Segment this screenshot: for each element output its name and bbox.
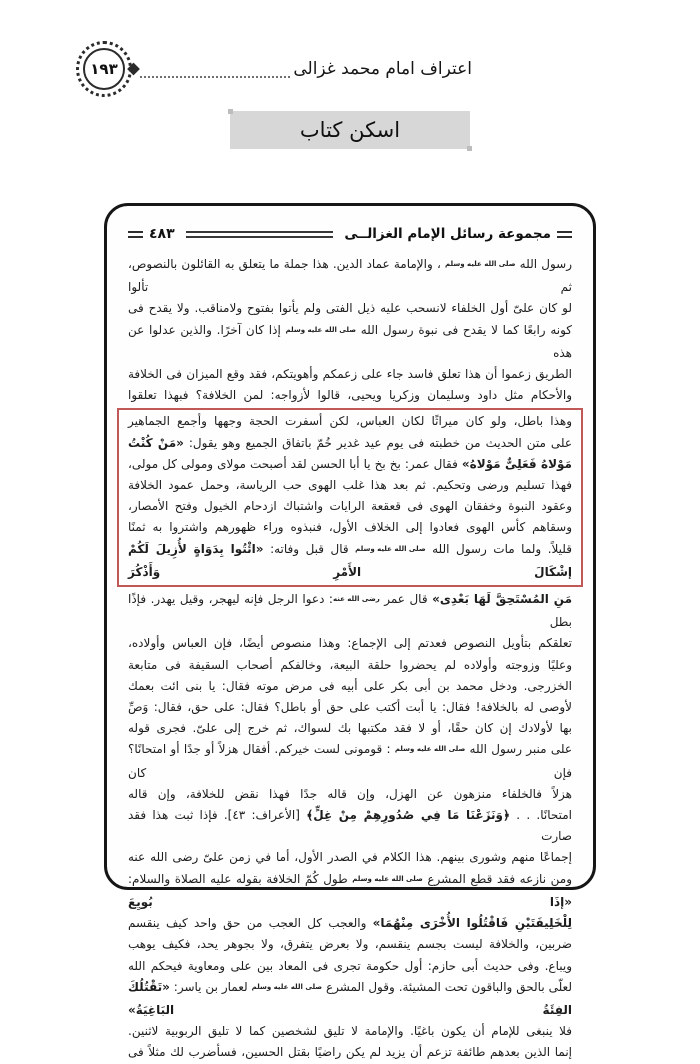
page-header bbox=[76, 40, 472, 98]
body-text: ومن نازعه فقد قطع المشرع bbox=[422, 871, 572, 886]
body-text: امتحانًا. . . bbox=[510, 808, 572, 823]
banner-rule bbox=[186, 231, 334, 238]
body-line bbox=[128, 1042, 572, 1063]
body-text: لعلّى بالحق والباقون تحت المشيئة. وقول المشرع bbox=[322, 979, 573, 994]
body-line bbox=[128, 934, 572, 955]
body-text: ضربين، والخلافة ليست بجسم ينقسم، ولا بعرض يتفرق، ولا بجوهر يحد، فكيف يوهب bbox=[128, 937, 572, 952]
body-text: تعلقكم بتأويل النصوص فعدتم إلى الإجماع: وهذا منصوص أيضًا، فإن العباس وأولاده، bbox=[128, 636, 572, 651]
body-line bbox=[128, 805, 572, 847]
highlight-box bbox=[117, 408, 583, 587]
body-line bbox=[128, 589, 572, 633]
scan-page-number: ٤٨٣ bbox=[149, 226, 175, 242]
quote-text: ﴿وَنَزَعْنَا مَا فِي صُدُورِهِمْ مِنْ غِلٍّ﴾ bbox=[306, 808, 511, 823]
quote-text: مَنِ المُسْتَحِقَّ لَهَا بَعْدِى» bbox=[432, 592, 572, 607]
body-line bbox=[128, 655, 572, 676]
medallion-inner-ring bbox=[83, 48, 125, 90]
body-line bbox=[128, 298, 572, 319]
body-text: وسقاهم كأس الهوى فعادوا إلى الخلاف الأول، فنبذوه وراء ظهورهم واشتروا به ثمنًا bbox=[128, 520, 572, 535]
scan-header-banner bbox=[128, 223, 572, 245]
honorific-mark: رضى الله عنه bbox=[332, 595, 380, 604]
page-root bbox=[0, 40, 700, 1060]
body-line bbox=[128, 539, 572, 583]
body-line bbox=[128, 913, 572, 934]
body-line bbox=[128, 385, 572, 406]
body-text: طول كُمّ الخلافة بقوله عليه الصلاة والسلام: bbox=[128, 871, 353, 886]
book-title: مجموعة رسائل الإمام الغزالــى bbox=[344, 226, 551, 242]
body-line bbox=[128, 697, 572, 718]
quote-text: لِلْخَلِيفَتَيْنِ فَاقْتُلُوا الأُخْرَى مِنْهُمَا» bbox=[372, 916, 572, 931]
body-text: والعجب كل العجب من حق واحد كيف ينقسم bbox=[128, 916, 373, 931]
double-bar-icon bbox=[128, 231, 143, 238]
body-line bbox=[128, 784, 572, 805]
body-text: الطريق زعموا أن هذا تعلق فاسد جاء على زعمكم وأهويتكم، فقد وقع الميزان فى الخلافة bbox=[128, 367, 572, 382]
body-text: بها لأولادك إن كان حقًا، أو لا فقد مكتبها بك لسواك، ثم خرج إلى علىّ. فجرى قوله bbox=[128, 721, 572, 736]
body-text: والأحكام مثل داود وسليمان وزكريا ويحيى، قالوا لأزواجه: لمن الخلافة؟ فبهذا تعلقوا bbox=[128, 388, 572, 403]
medallion-diamond-icon bbox=[127, 63, 140, 76]
honorific-mark: صلى الله عليه وسلم bbox=[355, 544, 426, 553]
body-line bbox=[128, 1021, 572, 1042]
double-bar-icon bbox=[557, 231, 572, 238]
body-text: قال قبل وفاته: bbox=[263, 541, 356, 556]
body-line bbox=[128, 718, 572, 739]
honorific-mark: صلى الله عليه وسلم bbox=[394, 745, 466, 754]
body-text: الخزرجى. ودخل محمد بن أبى بكر على أبيه فى مرض موته فقال: يا بنى ائت بعمك bbox=[128, 678, 572, 693]
body-line bbox=[128, 433, 572, 454]
body-text: قليلاً. ولما مات رسول الله bbox=[425, 541, 573, 556]
body-text: وعليًا وزوجته وأولاده لم يحضروا حلقة البيعة، وخالفكم أصحاب السقيفة فى متابعة bbox=[128, 657, 572, 672]
body-line bbox=[128, 633, 572, 654]
body-text: وهذا باطل، ولو كان ميراثًا لكان العباس، لكن أسفرت الحجة وجهها وأجمع الجماهير bbox=[128, 414, 572, 429]
body-line bbox=[128, 869, 572, 913]
body-text: إجماعًا منهم وشورى بينهم. هذا الكلام في الصدر الأول، أما في زمن علىّ رضى الله عنه bbox=[128, 850, 572, 865]
body-text: لو كان علىّ أول الخلفاء لانسحب عليه ذيل الفتى ولم يأتوا بفتوح ولامناقب. ولا يقدح فى bbox=[128, 301, 572, 316]
quote-text: مَوْلاهُ فَعَلِىٌّ مَوْلاهُ» bbox=[461, 456, 572, 471]
body-text: على منبر رسول الله bbox=[465, 742, 572, 757]
body-text: هزلاً فالخلفاء منزهون عن الهزل، وإن قاله جدًا فهذا نقض للخلافة، وإن قاله bbox=[128, 786, 572, 801]
body-line bbox=[128, 496, 572, 517]
quote-text: «تَقْتُلُكَ الفِئَةُ البَاغِيَةُ» bbox=[128, 979, 572, 1017]
scan-caption-label: اسكن كتاب bbox=[299, 118, 401, 142]
body-text: فهذا تسليم ورضى وتحكيم. ثم بعد هذا غلب الهوى حب الرياسة، وحمل عمود الخلافة bbox=[128, 478, 572, 493]
body-line bbox=[128, 254, 572, 298]
body-text: وعقود النبوة وخفقان الهوى فى قعقعة الرايات واشتباك ازدحام الخيول وفتح الأمصار، bbox=[128, 499, 572, 514]
body-text: ، والإمامة عماد الدين. هذا جملة ما يتعلق به القائلون بالنصوص، ثم تألوا bbox=[128, 257, 572, 295]
page-number-medallion bbox=[76, 41, 132, 97]
body-line bbox=[128, 364, 572, 385]
quote-text: «مَنْ كُنْتُ bbox=[128, 435, 184, 450]
body-text: على متن الحديث من خطبته فى يوم عيد غدير خُمّ باتفاق الجميع وهو يقول: bbox=[183, 435, 572, 450]
body-text: كونه رابعًا كما لا يقدح فى نبوة رسول الله bbox=[356, 322, 573, 337]
body-text: فلا ينبغى للإمام أن يكون باغيًا. والإمامة لا تليق لشخصين كما لا تليق الربوبية لاثنين. bbox=[128, 1024, 572, 1039]
body-text: ويباع. وفى حديث أبى حازم: أول حكومة تجرى فى المعاد بين على ومعاوية فيحكم الله bbox=[128, 958, 572, 973]
body-line bbox=[128, 847, 572, 868]
page-number-badge: ١٩٣ bbox=[90, 60, 118, 78]
body-line bbox=[128, 977, 572, 1021]
body-text: إذا كان آخرًا. والذين عدلوا عن هذه bbox=[128, 322, 572, 360]
honorific-mark: صلى الله عليه وسلم bbox=[251, 982, 323, 991]
body-text: رسول الله bbox=[515, 257, 572, 271]
body-text: [الأعراف: ٤٣]. فإذا ثبت هذا فقد صارت bbox=[128, 808, 572, 844]
body-line bbox=[128, 517, 572, 538]
honorific-mark: صلى الله عليه وسلم bbox=[285, 325, 356, 334]
body-line bbox=[128, 739, 572, 783]
chapter-title: اعتراف امام محمد غزالی bbox=[293, 59, 472, 79]
body-text: : قومونى لست خيركم. أفقال هزلاً أو جدًا أو امتحانًا؟ فإن كان bbox=[128, 742, 572, 780]
body-line bbox=[128, 956, 572, 977]
scanned-book-page bbox=[104, 203, 596, 1060]
scan-body bbox=[128, 254, 572, 1064]
body-line bbox=[128, 454, 572, 475]
body-line bbox=[128, 320, 572, 364]
body-text: لعمار بن ياسر: bbox=[169, 979, 252, 994]
body-text: : دعوا الرجل فإنه ليهجر، وقيل يهدر. فإذًا بطل bbox=[128, 592, 572, 630]
body-text: فقال عمر: بخ بخ يا أبا الحسن لقد أصبحت مولاى ومولى كل مولى، bbox=[128, 456, 462, 471]
body-line bbox=[128, 411, 572, 432]
body-text: قال عمر bbox=[379, 592, 433, 607]
honorific-mark: صلى الله عليه وسلم bbox=[352, 874, 423, 883]
dotted-leader-line bbox=[140, 76, 290, 78]
body-line bbox=[128, 676, 572, 697]
body-text: لأوصى له بالخلافة! فقال: يا أبت أكتب على حق أو باطل؟ فقال: على حق، فقال: وَصِّ bbox=[128, 700, 572, 715]
body-line bbox=[128, 475, 572, 496]
scan-caption-box bbox=[230, 111, 470, 149]
quote-text: «إذَا بُويِعَ bbox=[128, 894, 572, 909]
quote-text: «ائْتُوا بِدَوَاةٍ لأُزِيلَ لَكُمْ إشْكَالَ الأَمْرِ وَأَذْكُرَ bbox=[128, 541, 572, 579]
body-text: إنما الذين بعدهم طائفة تزعم أن يزيد لم يكن راضيًا بقتل الحسين، فسأضرب لك مثلاً فى bbox=[128, 1045, 572, 1060]
honorific-mark: صلى الله عليه وسلم bbox=[445, 260, 516, 268]
